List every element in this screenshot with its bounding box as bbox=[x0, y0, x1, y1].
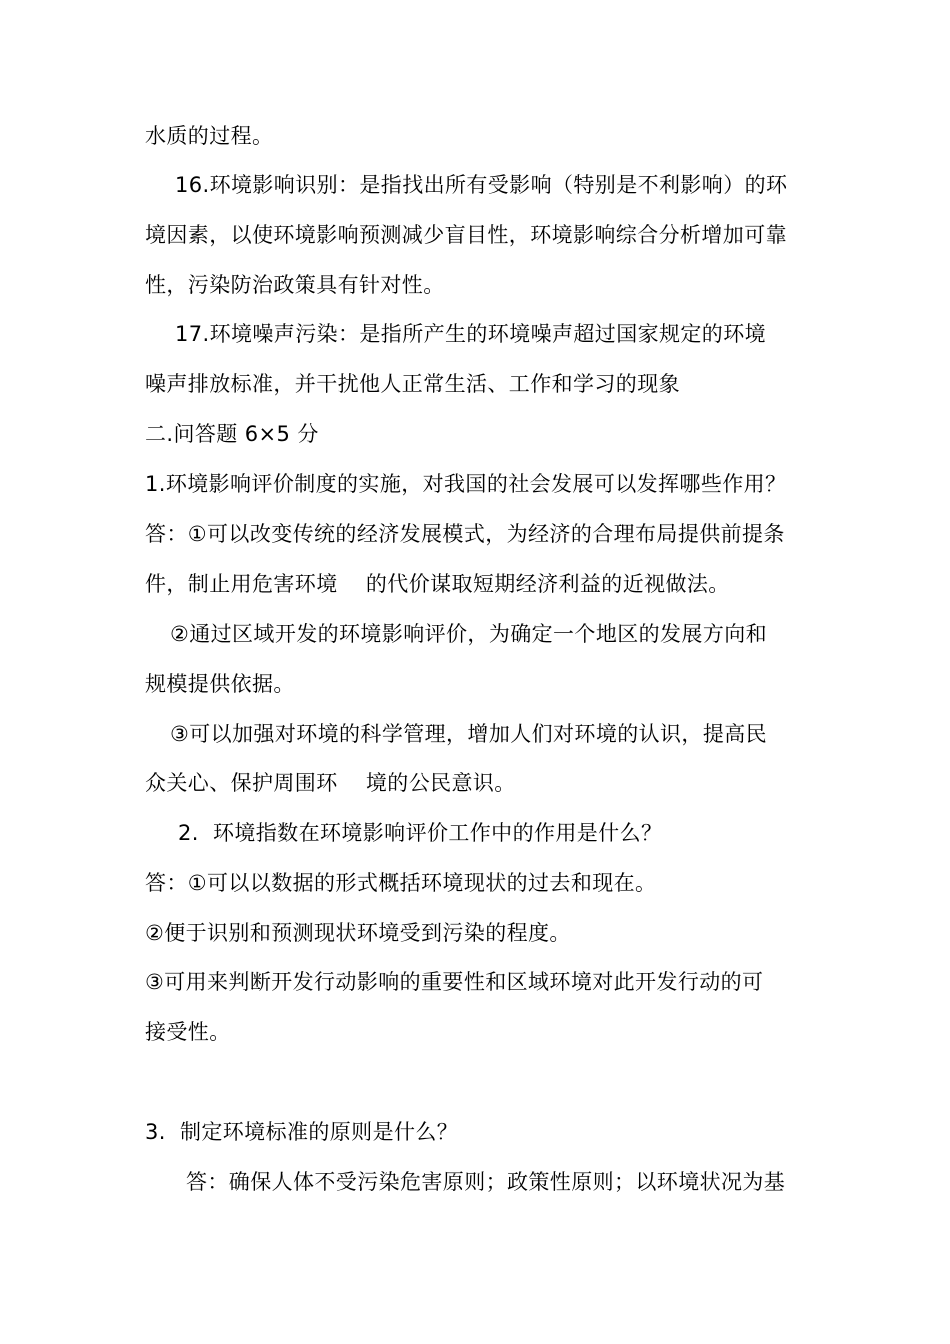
text-line: 噪声排放标准，并干扰他人正常生活、工作和学习的现象 bbox=[145, 372, 680, 396]
answer-2: 答：①可以以数据的形式概括环境现状的过去和现在。 bbox=[145, 871, 657, 895]
text-line: ②便于识别和预测现状环境受到污染的程度。 bbox=[145, 921, 571, 945]
term-16: 16.环境影响识别：是指找出所有受影响（特别是不利影响）的环 bbox=[175, 173, 788, 197]
text-line: 接受性。 bbox=[145, 1020, 231, 1044]
question-2: 2. 环境指数在环境影响评价工作中的作用是什么？ bbox=[178, 821, 663, 845]
question-3: 3. 制定环境标准的原则是什么？ bbox=[145, 1120, 459, 1144]
term-17: 17.环境噪声污染：是指所产生的环境噪声超过国家规定的环境 bbox=[175, 322, 766, 346]
text-line: ③可以加强对环境的科学管理，增加人们对环境的认识，提高民 bbox=[170, 722, 768, 746]
text-line: 众关心、保护周围环 境的公民意识。 bbox=[145, 771, 516, 795]
text-line: 性，污染防治政策具有针对性。 bbox=[145, 273, 445, 297]
answer-3: 答：确保人体不受污染危害原则；政策性原则；以环境状况为基 bbox=[186, 1170, 786, 1194]
text-line: ③可用来判断开发行动影响的重要性和区域环境对此开发行动的可 bbox=[145, 970, 764, 994]
answer-1: 答：①可以改变传统的经济发展模式，为经济的合理布局提供前提条 bbox=[145, 522, 785, 546]
text-line: 件，制止用危害环境 的代价谋取短期经济利益的近视做法。 bbox=[145, 572, 730, 596]
text-line: 规模提供依据。 bbox=[145, 672, 295, 696]
text-line: ②通过区域开发的环境影响评价，为确定一个地区的发展方向和 bbox=[170, 622, 768, 646]
text-line: 境因素，以使环境影响预测减少盲目性，环境影响综合分析增加可靠 bbox=[145, 223, 787, 247]
question-1: 1.环境影响评价制度的实施，对我国的社会发展可以发挥哪些作用？ bbox=[145, 472, 787, 496]
section-heading: 二.问答题 6×5 分 bbox=[145, 422, 319, 446]
text-line: 水质的过程。 bbox=[145, 124, 274, 148]
